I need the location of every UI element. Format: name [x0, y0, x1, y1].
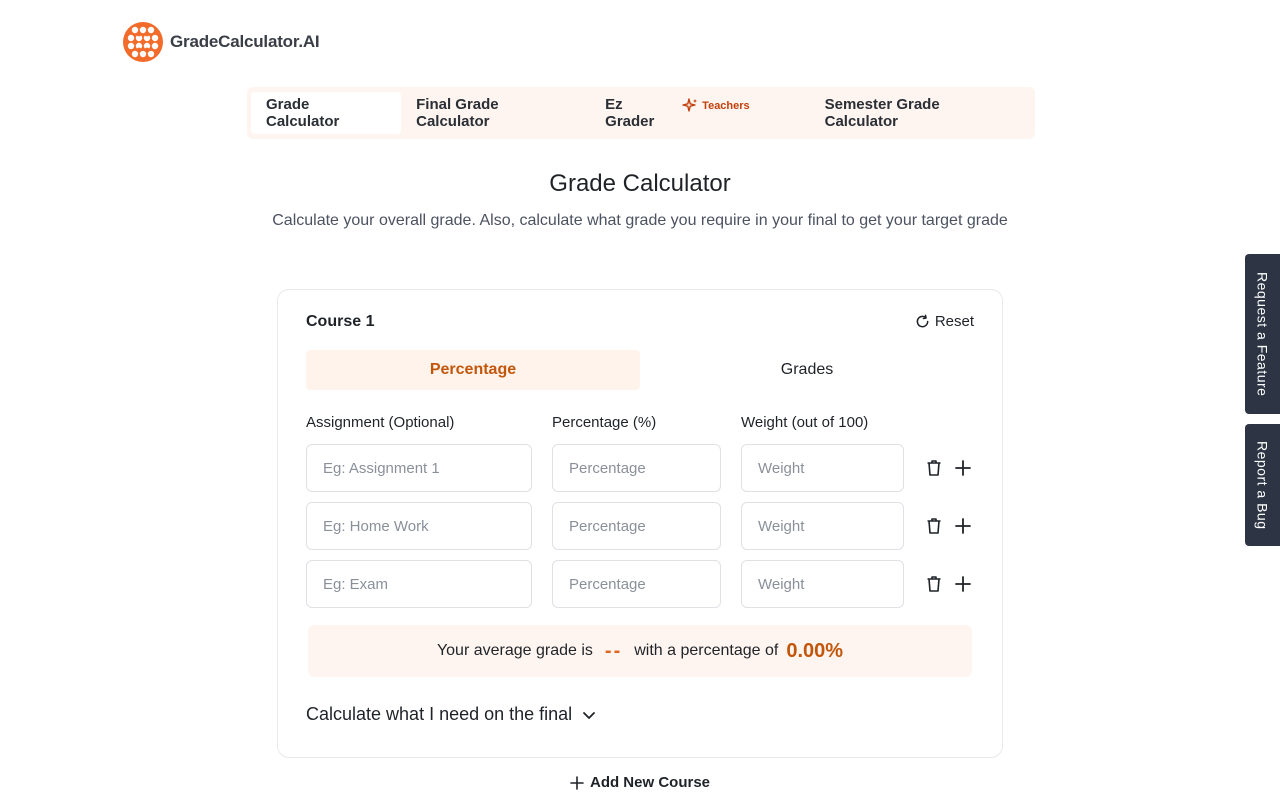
- assignment-input[interactable]: [306, 560, 532, 608]
- trash-icon: [924, 458, 944, 478]
- plus-icon: [953, 458, 973, 478]
- tab-label: Grade Calculator: [266, 96, 340, 130]
- tab-label: Final Grade Calculator: [416, 96, 499, 130]
- weight-column-header: Weight (out of 100): [741, 414, 869, 431]
- request-feature-label: Request a Feature: [1254, 271, 1271, 397]
- report-bug-label: Report a Bug: [1254, 440, 1271, 530]
- final-toggle-label: Calculate what I need on the final: [306, 704, 573, 724]
- trash-icon: [924, 516, 944, 536]
- final-calculator-toggle[interactable]: [306, 704, 598, 725]
- tab-semester-grade-calculator[interactable]: [810, 92, 1031, 134]
- tab-grade-calculator[interactable]: [251, 92, 401, 134]
- tab-ez-grader[interactable]: [590, 92, 809, 134]
- assignment-column-header: Assignment (Optional): [306, 414, 455, 431]
- mode-grades[interactable]: Grades: [780, 361, 834, 378]
- add-row-button[interactable]: [953, 458, 973, 478]
- delete-row-button[interactable]: [924, 458, 944, 478]
- reset-label: Reset: [934, 313, 974, 330]
- delete-row-button[interactable]: [924, 574, 944, 594]
- sparkle-icon: [682, 98, 698, 114]
- reset-button[interactable]: [915, 313, 974, 330]
- mode-percentage[interactable]: Percentage: [306, 350, 640, 390]
- percentage-input[interactable]: [552, 444, 721, 492]
- course-card: [277, 289, 1003, 758]
- calculator-tabs: [247, 87, 1035, 139]
- add-row-button[interactable]: [953, 516, 973, 536]
- refresh-icon: [915, 314, 930, 329]
- teachers-badge: Teachers: [702, 100, 750, 112]
- mode-switch: [306, 350, 974, 390]
- tab-final-grade-calculator[interactable]: [401, 92, 590, 134]
- page-subtitle: Calculate your overall grade. Also, calculate what grade you require in your final to get your target grade: [272, 212, 1008, 229]
- percentage-column-header: Percentage (%): [552, 414, 657, 431]
- tab-label: Semester Grade Calculator: [824, 96, 940, 130]
- percentage-input[interactable]: [552, 560, 721, 608]
- report-bug-tab[interactable]: [1245, 424, 1280, 546]
- result-middle: with a percentage of: [634, 642, 779, 659]
- brand-name: GradeCalculator.AI: [170, 32, 320, 51]
- tab-label: Ez Grader: [605, 96, 655, 130]
- add-course-label: Add New Course: [589, 774, 710, 791]
- plus-icon: [953, 516, 973, 536]
- average-percentage-value: 0.00%: [786, 639, 844, 662]
- plus-icon: [953, 574, 973, 594]
- logo-icon: [122, 21, 164, 63]
- delete-row-button[interactable]: [924, 516, 944, 536]
- weight-input[interactable]: [741, 560, 904, 608]
- add-course-row: [0, 774, 1280, 791]
- weight-input[interactable]: [741, 444, 904, 492]
- average-result: [308, 625, 972, 677]
- percentage-input[interactable]: [552, 502, 721, 550]
- page-title: Grade Calculator: [549, 170, 731, 197]
- assignment-input[interactable]: [306, 444, 532, 492]
- request-feature-tab[interactable]: [1245, 254, 1280, 414]
- assignment-input[interactable]: [306, 502, 532, 550]
- course-title[interactable]: Course 1: [306, 313, 375, 330]
- weight-input[interactable]: [741, 502, 904, 550]
- result-prefix: Your average grade is: [436, 642, 593, 659]
- average-grade-value: --: [604, 639, 623, 662]
- plus-icon: [570, 776, 584, 790]
- brand-logo[interactable]: [122, 21, 319, 63]
- add-course-button[interactable]: [570, 774, 710, 791]
- chevron-down-icon: [580, 706, 598, 724]
- trash-icon: [924, 574, 944, 594]
- add-row-button[interactable]: [953, 574, 973, 594]
